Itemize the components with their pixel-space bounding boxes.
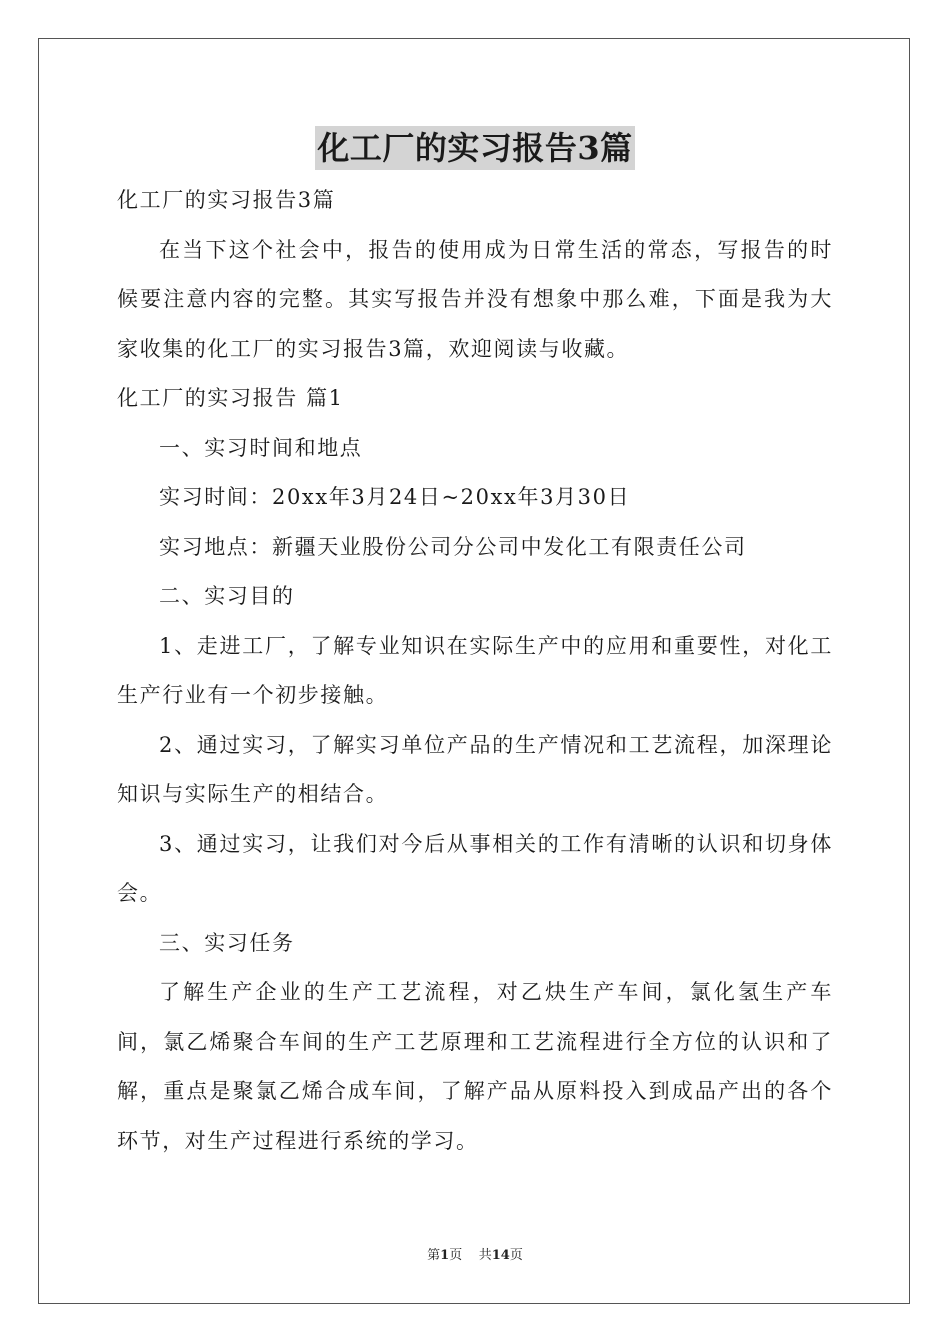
total-prefix: 共 xyxy=(478,1248,492,1263)
paragraph: 化工厂的实习报告 篇1 xyxy=(117,386,344,410)
page-total: 14 xyxy=(491,1248,510,1263)
section-heading: 一、实习时间和地点 xyxy=(159,435,363,460)
paragraph: 了解生产企业的生产工艺流程，对乙炔生产车间，氯化氢生产车间，氯乙烯聚合车间的生产工艺原理和工艺流程进行全方位的认识和了解，重点是聚氯乙烯合成车间，了解产品从原料投入到成品产出的各个环节，对生产过程进行系统的学习。 xyxy=(117,980,833,1153)
page-current: 1 xyxy=(440,1248,450,1263)
document-body xyxy=(117,176,833,1166)
document-title: 化工厂的实习报告3篇 xyxy=(315,126,634,170)
paragraph: 2、通过实习，了解实习单位产品的生产情况和工艺流程，加深理论知识与实际生产的相结合。 xyxy=(117,732,833,806)
section-heading: 二、实习目的 xyxy=(159,584,295,608)
page-footer xyxy=(0,1247,950,1265)
paragraph: 实习地点：新疆天业股份公司分公司中发化工有限责任公司 xyxy=(159,534,747,559)
paragraph: 1、走进工厂，了解专业知识在实际生产中的应用和重要性，对化工生产行业有一个初步接触。 xyxy=(117,633,833,707)
paragraph: 化工厂的实习报告3篇 xyxy=(117,188,336,212)
title-container xyxy=(0,126,950,170)
paragraph: 3、通过实习，让我们对今后从事相关的工作有清晰的认识和切身体会。 xyxy=(117,831,833,905)
page-suffix: 页 xyxy=(449,1248,463,1263)
paragraph: 在当下这个社会中，报告的使用成为日常生活的常态，写报告的时候要注意内容的完整。其实写报告并没有想象中那么难，下面是我为大家收集的化工厂的实习报告3篇，欢迎阅读与收藏。 xyxy=(117,237,833,361)
paragraph: 实习时间：20xx年3月24日~20xx年3月30日 xyxy=(159,485,631,509)
page-prefix: 第 xyxy=(427,1248,441,1263)
section-heading: 三、实习任务 xyxy=(159,930,295,955)
total-suffix: 页 xyxy=(509,1248,523,1263)
